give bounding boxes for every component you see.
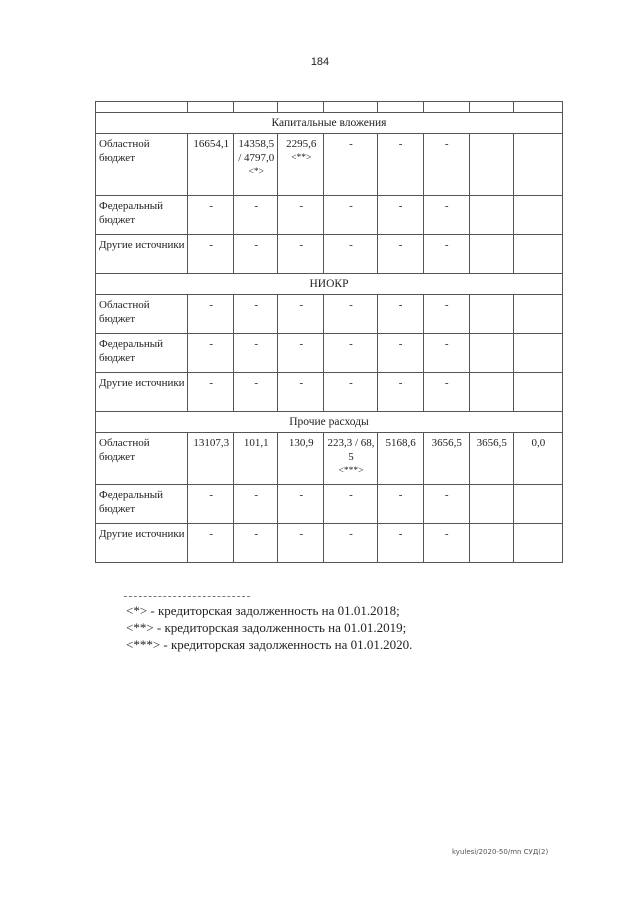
cell: - — [423, 295, 469, 334]
cell: - — [324, 334, 377, 373]
cell: - — [188, 334, 234, 373]
cell — [513, 524, 562, 563]
footnote-divider — [124, 596, 250, 597]
cell — [469, 134, 513, 196]
cell — [513, 373, 562, 412]
section-row — [96, 113, 563, 134]
cell: - — [278, 295, 324, 334]
cell — [513, 235, 562, 274]
cell — [513, 485, 562, 524]
cell: - — [377, 235, 423, 274]
section-title: НИОКР — [96, 274, 563, 295]
cell: - — [377, 196, 423, 235]
cell: - — [423, 196, 469, 235]
cell: - — [188, 235, 234, 274]
cell: - — [188, 373, 234, 412]
row-label: Другие источники — [96, 524, 188, 563]
footnote: <*> - кредиторская задолженность на 01.01.2018; — [126, 603, 400, 618]
cell: 101,1 — [234, 433, 278, 485]
cell: - — [234, 485, 278, 524]
footnote: <***> - кредиторская задолженность на 01.01.2020. — [126, 637, 413, 652]
cell: - — [188, 524, 234, 563]
section-row — [96, 412, 563, 433]
cell — [513, 295, 562, 334]
cell: - — [377, 373, 423, 412]
cell: - — [278, 235, 324, 274]
cell: - — [234, 295, 278, 334]
row-label: Областной бюджет — [96, 433, 188, 485]
row-label: Другие источники — [96, 235, 188, 274]
cell: - — [423, 485, 469, 524]
section-title: Капитальные вложения — [96, 113, 563, 134]
cell — [513, 196, 562, 235]
cell: - — [234, 235, 278, 274]
table-row — [96, 334, 563, 373]
cell — [469, 334, 513, 373]
cell: - — [278, 485, 324, 524]
cell: 3656,5 — [469, 433, 513, 485]
cell: - — [324, 295, 377, 334]
cell: - — [278, 524, 324, 563]
row-label: Областной бюджет — [96, 295, 188, 334]
cell: - — [423, 524, 469, 563]
cell: - — [278, 196, 324, 235]
cell: - — [234, 524, 278, 563]
cell: 130,9 — [278, 433, 324, 485]
table-row — [96, 524, 563, 563]
table-row — [96, 134, 563, 196]
page-number: 184 — [310, 56, 330, 68]
cell: 223,3 / 68,5 <***> — [324, 433, 377, 485]
cell — [469, 485, 513, 524]
cell: - — [324, 134, 377, 196]
cell: - — [377, 295, 423, 334]
cell: - — [377, 134, 423, 196]
cell — [469, 196, 513, 235]
cell — [513, 134, 562, 196]
cell — [469, 373, 513, 412]
cell: - — [278, 373, 324, 412]
row-label: Федеральный бюджет — [96, 196, 188, 235]
row-label: Федеральный бюджет — [96, 485, 188, 524]
document-code: kyulesi/2020-50/mn СУД(2) — [452, 848, 549, 856]
cell: 13107,3 — [188, 433, 234, 485]
cell — [469, 235, 513, 274]
cell — [513, 334, 562, 373]
footnote: <**> - кредиторская задолженность на 01.01.2019; — [126, 620, 407, 635]
cell — [469, 295, 513, 334]
row-label: Федеральный бюджет — [96, 334, 188, 373]
row-label: Другие источники — [96, 373, 188, 412]
cell: - — [377, 524, 423, 563]
cell: - — [377, 485, 423, 524]
cell: - — [324, 373, 377, 412]
cell: 16654,1 — [188, 134, 234, 196]
section-title: Прочие расходы — [96, 412, 563, 433]
table-row — [96, 433, 563, 485]
cell: - — [324, 196, 377, 235]
table-row — [96, 485, 563, 524]
cell: 2295,6 <**> — [278, 134, 324, 196]
cell: - — [423, 334, 469, 373]
cell: 14358,5 / 4797,0 <*> — [234, 134, 278, 196]
cell — [469, 524, 513, 563]
section-row — [96, 274, 563, 295]
cell: - — [188, 295, 234, 334]
cell: - — [423, 134, 469, 196]
table-row — [96, 196, 563, 235]
table-row — [96, 235, 563, 274]
cell: - — [324, 485, 377, 524]
table-header-continuation — [96, 102, 563, 113]
cell: - — [234, 196, 278, 235]
cell: - — [377, 334, 423, 373]
table-row — [96, 373, 563, 412]
cell: 0,0 — [513, 433, 562, 485]
cell: - — [423, 235, 469, 274]
budget-table — [95, 101, 563, 563]
cell: - — [234, 334, 278, 373]
cell: - — [188, 196, 234, 235]
footnotes — [126, 602, 566, 653]
cell: - — [324, 524, 377, 563]
cell: 5168,6 — [377, 433, 423, 485]
cell: - — [324, 235, 377, 274]
row-label: Областной бюджет — [96, 134, 188, 196]
cell: - — [234, 373, 278, 412]
cell: - — [423, 373, 469, 412]
cell: 3656,5 — [423, 433, 469, 485]
table-row — [96, 295, 563, 334]
cell: - — [278, 334, 324, 373]
cell: - — [188, 485, 234, 524]
